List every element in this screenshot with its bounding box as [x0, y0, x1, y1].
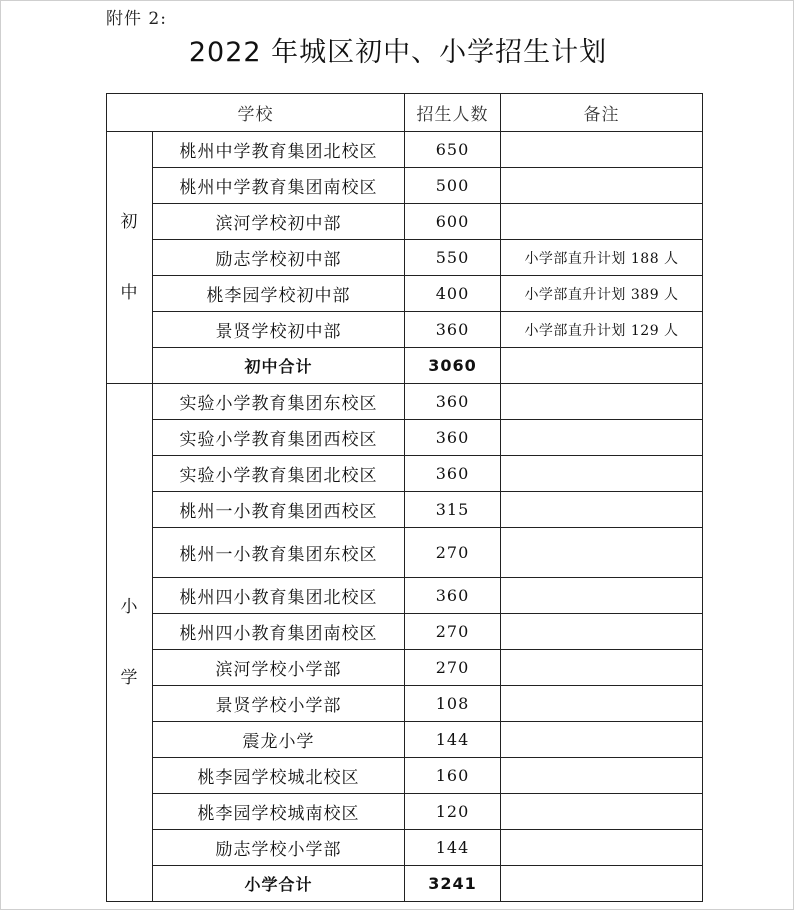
school-name: 桃州一小教育集团西校区 — [153, 492, 405, 528]
school-name: 桃李园学校初中部 — [153, 276, 405, 312]
note-cell — [501, 420, 703, 456]
table-row — [107, 830, 703, 866]
table-row — [107, 794, 703, 830]
enrollment-count: 500 — [405, 168, 501, 204]
note-cell — [501, 348, 703, 384]
table-row — [107, 384, 703, 420]
enrollment-count: 360 — [405, 456, 501, 492]
enrollment-count: 360 — [405, 420, 501, 456]
enrollment-count: 315 — [405, 492, 501, 528]
enrollment-count: 600 — [405, 204, 501, 240]
school-name: 励志学校初中部 — [153, 240, 405, 276]
note-cell — [501, 722, 703, 758]
enrollment-count: 650 — [405, 132, 501, 168]
table-row — [107, 312, 703, 348]
school-name: 实验小学教育集团西校区 — [153, 420, 405, 456]
note-cell — [501, 456, 703, 492]
school-name: 滨河学校小学部 — [153, 650, 405, 686]
table-row — [107, 650, 703, 686]
enrollment-count: 144 — [405, 830, 501, 866]
total-value: 3241 — [405, 866, 501, 902]
school-name: 滨河学校初中部 — [153, 204, 405, 240]
school-name: 桃州四小教育集团南校区 — [153, 614, 405, 650]
group-primary-school — [107, 384, 153, 902]
school-name: 桃州中学教育集团北校区 — [153, 132, 405, 168]
table-total-row — [107, 866, 703, 902]
school-name: 桃州四小教育集团北校区 — [153, 578, 405, 614]
table-row — [107, 276, 703, 312]
note-cell — [501, 528, 703, 578]
table-total-row — [107, 348, 703, 384]
total-label: 初中合计 — [153, 348, 405, 384]
note-cell — [501, 492, 703, 528]
table-header-row — [107, 94, 703, 132]
table-row — [107, 240, 703, 276]
enrollment-count: 360 — [405, 578, 501, 614]
enrollment-count: 270 — [405, 528, 501, 578]
table-row — [107, 686, 703, 722]
enrollment-count: 160 — [405, 758, 501, 794]
table-row — [107, 204, 703, 240]
note-cell — [501, 686, 703, 722]
table-row — [107, 492, 703, 528]
enrollment-count: 360 — [405, 384, 501, 420]
note-cell — [501, 794, 703, 830]
table-row — [107, 614, 703, 650]
note-cell — [501, 758, 703, 794]
attachment-label: 附件 2: — [106, 9, 167, 29]
note-cell — [501, 866, 703, 902]
enrollment-count: 144 — [405, 722, 501, 758]
enrollment-count: 270 — [405, 614, 501, 650]
enrollment-count: 550 — [405, 240, 501, 276]
school-name: 实验小学教育集团东校区 — [153, 384, 405, 420]
note-cell: 小学部直升计划 188 人 — [501, 240, 703, 276]
table-row — [107, 420, 703, 456]
table-row — [107, 528, 703, 578]
table-row — [107, 722, 703, 758]
table-row — [107, 132, 703, 168]
enrollment-plan-table — [106, 93, 703, 902]
total-label: 小学合计 — [153, 866, 405, 902]
school-name: 桃州一小教育集团东校区 — [153, 528, 405, 578]
school-name: 震龙小学 — [153, 722, 405, 758]
school-name: 景贤学校初中部 — [153, 312, 405, 348]
table-row — [107, 168, 703, 204]
note-cell — [501, 384, 703, 420]
enrollment-count: 400 — [405, 276, 501, 312]
header-note: 备注 — [501, 94, 703, 132]
note-cell — [501, 168, 703, 204]
total-value: 3060 — [405, 348, 501, 384]
note-cell — [501, 578, 703, 614]
header-school: 学校 — [107, 94, 405, 132]
group-middle-school — [107, 132, 153, 384]
note-cell: 小学部直升计划 129 人 — [501, 312, 703, 348]
school-name: 桃李园学校城南校区 — [153, 794, 405, 830]
enrollment-count: 108 — [405, 686, 501, 722]
note-cell — [501, 614, 703, 650]
group-char: 中 — [120, 282, 139, 303]
note-cell — [501, 830, 703, 866]
table-row — [107, 578, 703, 614]
school-name: 桃李园学校城北校区 — [153, 758, 405, 794]
note-cell — [501, 132, 703, 168]
school-name: 桃州中学教育集团南校区 — [153, 168, 405, 204]
page-title: 2022 年城区初中、小学招生计划 — [188, 37, 608, 68]
group-char: 初 — [120, 211, 139, 232]
enrollment-count: 120 — [405, 794, 501, 830]
enrollment-count: 360 — [405, 312, 501, 348]
note-cell — [501, 204, 703, 240]
group-char: 学 — [120, 667, 139, 688]
note-cell: 小学部直升计划 389 人 — [501, 276, 703, 312]
school-name: 实验小学教育集团北校区 — [153, 456, 405, 492]
note-cell — [501, 650, 703, 686]
header-count: 招生人数 — [405, 94, 501, 132]
table-row — [107, 456, 703, 492]
school-name: 景贤学校小学部 — [153, 686, 405, 722]
table-row — [107, 758, 703, 794]
group-char: 小 — [120, 596, 139, 617]
school-name: 励志学校小学部 — [153, 830, 405, 866]
enrollment-count: 270 — [405, 650, 501, 686]
